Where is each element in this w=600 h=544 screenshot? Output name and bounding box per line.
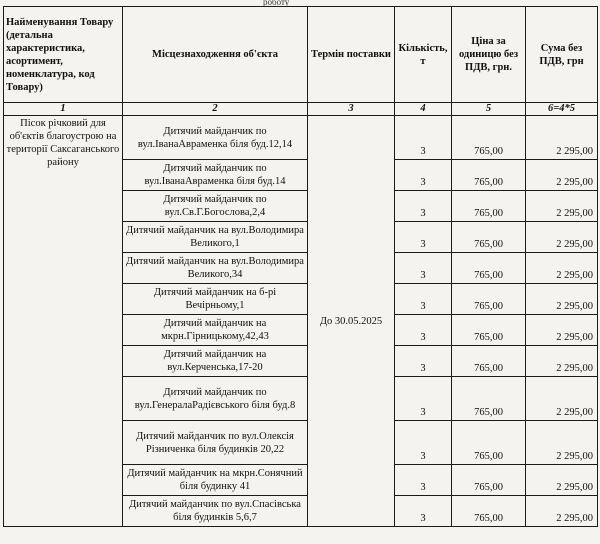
sum-cell: 2 295,00 bbox=[526, 191, 598, 222]
price-cell: 765,00 bbox=[452, 222, 526, 253]
price-cell: 765,00 bbox=[452, 465, 526, 496]
qty-cell: 3 bbox=[395, 496, 452, 527]
sum-cell: 2 295,00 bbox=[526, 315, 598, 346]
header-sum: Сума без ПДВ, грн bbox=[526, 7, 598, 103]
location-cell: Дитячий майданчик на вул.Володимира Великого,34 bbox=[123, 253, 308, 284]
header-price: Ціна за одиницю без ПДВ, грн. bbox=[452, 7, 526, 103]
price-cell: 765,00 bbox=[452, 315, 526, 346]
location-cell: Дитячий майданчик на вул.Володимира Великого,1 bbox=[123, 222, 308, 253]
cut-header-text: роботу bbox=[263, 0, 290, 7]
header-qty: Кількість, т bbox=[395, 7, 452, 103]
price-cell: 765,00 bbox=[452, 346, 526, 377]
qty-cell: 3 bbox=[395, 284, 452, 315]
qty-cell: 3 bbox=[395, 253, 452, 284]
location-cell: Дитячий майданчик на б-рі Вечірньому,1 bbox=[123, 284, 308, 315]
price-cell: 765,00 bbox=[452, 160, 526, 191]
location-cell: Дитячий майданчик по вул.Спасівська біля будинків 5,6,7 bbox=[123, 496, 308, 527]
col-number-4: 4 bbox=[395, 103, 452, 116]
price-cell: 765,00 bbox=[452, 191, 526, 222]
price-cell: 765,00 bbox=[452, 421, 526, 465]
location-cell: Дитячий майданчик по вул.ІванаАвраменка біля буд.14 bbox=[123, 160, 308, 191]
location-cell: Дитячий майданчик по вул.Олексія Різниченка біля будинків 20,22 bbox=[123, 421, 308, 465]
col-number-3: 3 bbox=[308, 103, 395, 116]
sum-cell: 2 295,00 bbox=[526, 222, 598, 253]
qty-cell: 3 bbox=[395, 346, 452, 377]
goods-table bbox=[3, 6, 598, 527]
location-cell: Дитячий майданчик на мкрн.Сонячний біля будинку 41 bbox=[123, 465, 308, 496]
price-cell: 765,00 bbox=[452, 284, 526, 315]
qty-cell: 3 bbox=[395, 116, 452, 160]
sum-cell: 2 295,00 bbox=[526, 253, 598, 284]
product-name-cell: Пісок річковий для об'єктів благоустрою на території Саксаганського району bbox=[4, 116, 123, 527]
qty-cell: 3 bbox=[395, 421, 452, 465]
sum-cell: 2 295,00 bbox=[526, 496, 598, 527]
col-number-5: 5 bbox=[452, 103, 526, 116]
header-location: Місцезнаходження об'єкта bbox=[123, 7, 308, 103]
table-row bbox=[4, 116, 598, 160]
location-cell: Дитячий майданчик по вул.ІванаАвраменка біля буд.12,14 bbox=[123, 116, 308, 160]
price-cell: 765,00 bbox=[452, 116, 526, 160]
location-cell: Дитячий майданчик на мкрн.Гірницькому,42,43 bbox=[123, 315, 308, 346]
price-cell: 765,00 bbox=[452, 253, 526, 284]
qty-cell: 3 bbox=[395, 377, 452, 421]
header-term: Термін поставки bbox=[308, 7, 395, 103]
qty-cell: 3 bbox=[395, 465, 452, 496]
sum-cell: 2 295,00 bbox=[526, 284, 598, 315]
sum-cell: 2 295,00 bbox=[526, 160, 598, 191]
location-cell: Дитячий майданчик на вул.Керченська,17-20 bbox=[123, 346, 308, 377]
header-product: Найменування Товару (детальна характеристика, асортимент, номенклатура, код Товару) bbox=[4, 7, 123, 103]
sum-cell: 2 295,00 bbox=[526, 421, 598, 465]
sum-cell: 2 295,00 bbox=[526, 116, 598, 160]
price-cell: 765,00 bbox=[452, 377, 526, 421]
col-number-6: 6=4*5 bbox=[526, 103, 598, 116]
column-numbers-row bbox=[4, 103, 598, 116]
sum-cell: 2 295,00 bbox=[526, 346, 598, 377]
qty-cell: 3 bbox=[395, 315, 452, 346]
location-cell: Дитячий майданчик по вул.Св.Г.Богослова,2,4 bbox=[123, 191, 308, 222]
sum-cell: 2 295,00 bbox=[526, 465, 598, 496]
qty-cell: 3 bbox=[395, 222, 452, 253]
sum-cell: 2 295,00 bbox=[526, 377, 598, 421]
qty-cell: 3 bbox=[395, 160, 452, 191]
location-cell: Дитячий майданчик по вул.ГенералаРадієвського біля буд.8 bbox=[123, 377, 308, 421]
qty-cell: 3 bbox=[395, 191, 452, 222]
header-row bbox=[4, 7, 598, 103]
goods-table-frame bbox=[3, 6, 597, 527]
col-number-1: 1 bbox=[4, 103, 123, 116]
col-number-2: 2 bbox=[123, 103, 308, 116]
delivery-term-cell: До 30.05.2025 bbox=[308, 116, 395, 527]
price-cell: 765,00 bbox=[452, 496, 526, 527]
